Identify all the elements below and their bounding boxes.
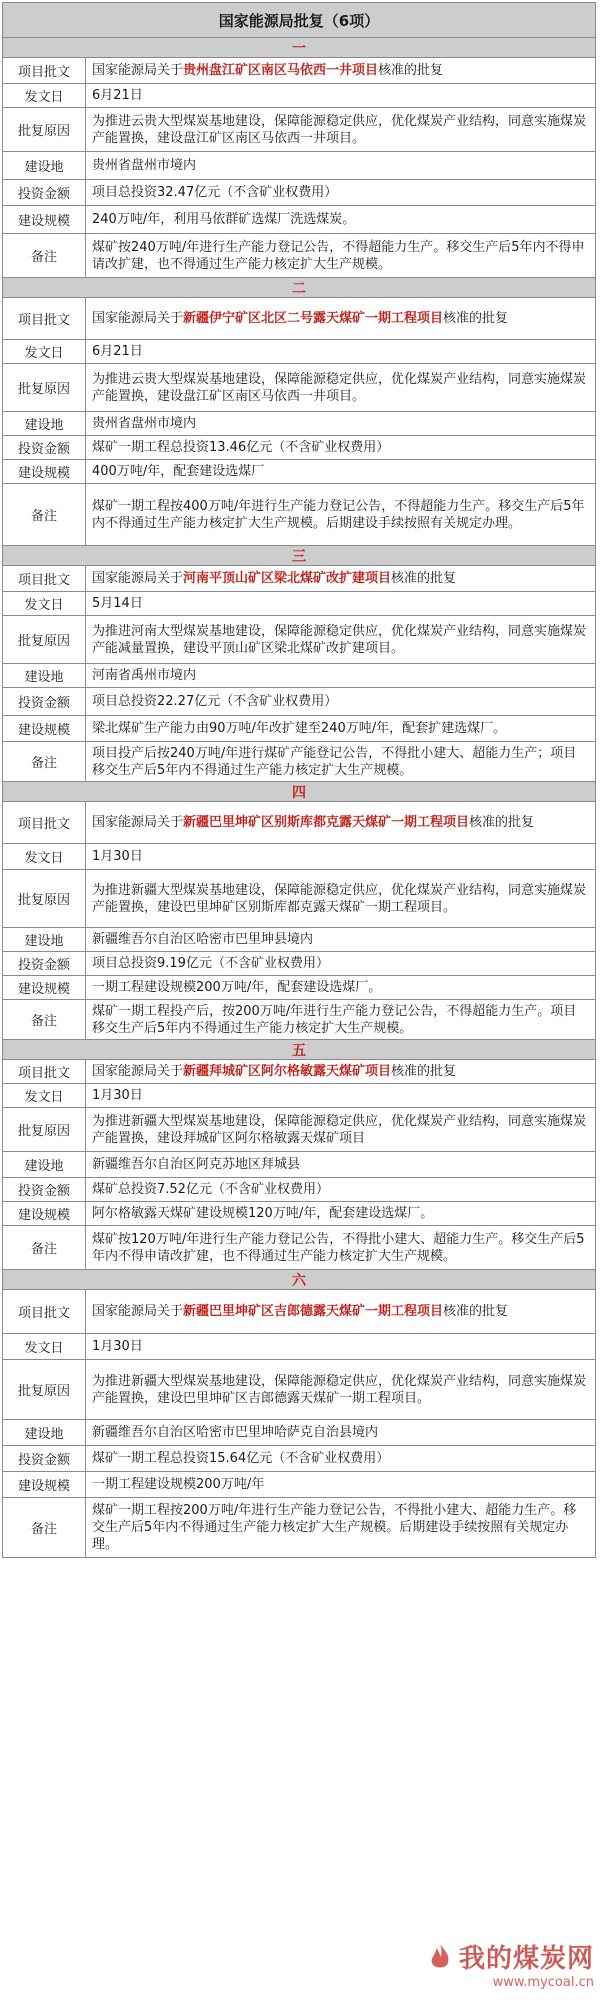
- field-label: 发文日: [3, 844, 86, 869]
- field-label: 批复原因: [3, 1360, 86, 1419]
- field-text: 1月30日: [92, 1339, 143, 1354]
- field-text: 煤矿一期工程总投资15.64亿元（不含矿业权费用）: [92, 1451, 390, 1466]
- field-label: 项目批文: [3, 298, 86, 339]
- field-value: [86, 1446, 595, 1471]
- row-construction-site: [2, 1420, 596, 1446]
- project-prefix: 国家能源局关于: [92, 815, 184, 830]
- field-text: 6月21日: [92, 88, 143, 103]
- field-label: 投资金额: [3, 688, 86, 715]
- field-label: 项目批文: [3, 566, 86, 591]
- field-value: [86, 976, 595, 999]
- row-project-approval: [2, 802, 596, 844]
- field-value: [86, 844, 595, 869]
- field-text: 项目总投资32.47亿元（不含矿业权费用）: [92, 185, 338, 200]
- field-text: 240万吨/年，利用马依群矿选煤厂洗选煤炭。: [92, 212, 356, 227]
- field-label: 项目批文: [3, 802, 86, 843]
- row-remarks: [2, 1498, 596, 1558]
- project-suffix: 核准的批复: [391, 571, 457, 586]
- row-issue-date: [2, 1084, 596, 1108]
- row-approval-reason: [2, 108, 596, 152]
- row-remarks: [2, 1226, 596, 1270]
- field-text: 为推进新疆大型煤炭基地建设，保障能源稳定供应，优化煤炭产业结构，同意实施煤炭产能置换，建设巴里坤矿区吉郎德露天煤矿一期工程项目。: [92, 1373, 587, 1406]
- field-label: 发文日: [3, 340, 86, 363]
- field-label: 投资金额: [3, 952, 86, 975]
- field-value: [86, 664, 595, 687]
- row-issue-date: [2, 340, 596, 364]
- field-label: 投资金额: [3, 1446, 86, 1471]
- field-text: 煤矿一期工程总投资13.46亿元（不含矿业权费用）: [92, 440, 390, 455]
- field-value: [86, 1420, 595, 1445]
- field-value: [86, 1178, 595, 1201]
- row-project-approval: [2, 566, 596, 592]
- field-label: 项目批文: [3, 1290, 86, 1333]
- field-label: 发文日: [3, 592, 86, 615]
- field-value: [86, 108, 595, 151]
- field-text: 1月30日: [92, 1088, 143, 1103]
- field-label: 备注: [3, 1000, 86, 1039]
- row-remarks: [2, 484, 596, 546]
- field-value: [86, 688, 595, 715]
- watermark-url: www.mycoal.cn: [492, 1975, 594, 1990]
- field-value: [86, 742, 595, 781]
- field-text: 煤矿一期工程投产后，按200万吨/年进行生产能力登记公告，不得超能力生产。项目移交生产后5年内不得通过生产能力核定扩大生产规模。: [92, 1003, 577, 1036]
- field-label: 投资金额: [3, 436, 86, 459]
- section-number: 四: [2, 782, 596, 802]
- project-prefix: 国家能源局关于: [92, 1304, 184, 1319]
- watermark: [425, 1938, 594, 1990]
- field-value: [86, 460, 595, 483]
- row-investment-amount: [2, 1446, 596, 1472]
- field-value: [86, 1000, 595, 1039]
- section-number: 五: [2, 1040, 596, 1060]
- field-label: 批复原因: [3, 108, 86, 151]
- field-value: [86, 952, 595, 975]
- field-value: [86, 592, 595, 615]
- row-project-approval: [2, 1290, 596, 1334]
- field-text: 项目总投资9.19亿元（不含矿业权费用）: [92, 956, 329, 971]
- field-label: 建设地: [3, 152, 86, 179]
- approval-table: [2, 2, 596, 1558]
- field-label: 建设规模: [3, 206, 86, 233]
- field-value: [86, 1108, 595, 1151]
- field-text: 项目总投资22.27亿元（不含矿业权费用）: [92, 694, 338, 709]
- field-label: 建设规模: [3, 976, 86, 999]
- row-construction-scale: [2, 1202, 596, 1226]
- field-value: [86, 84, 595, 107]
- row-approval-reason: [2, 616, 596, 664]
- field-label: 项目批文: [3, 1060, 86, 1083]
- row-construction-site: [2, 152, 596, 180]
- watermark-logo: [425, 1938, 594, 1975]
- field-label: 发文日: [3, 1084, 86, 1107]
- field-text: 400万吨/年，配套建设选煤厂: [92, 464, 265, 479]
- project-name: 新疆伊宁矿区北区二号露天煤矿一期工程项目: [183, 311, 444, 326]
- field-value: [86, 1498, 595, 1557]
- field-label: 投资金额: [3, 180, 86, 205]
- field-value: [86, 180, 595, 205]
- row-approval-reason: [2, 1108, 596, 1152]
- field-value: [86, 928, 595, 951]
- field-text: 煤矿按120万吨/年进行生产能力登记公告，不得批小建大、超能力生产。移交生产后5年内不得申请改扩建，也不得通过生产能力核定扩大生产规模。: [92, 1231, 585, 1264]
- row-remarks: [2, 234, 596, 278]
- field-text: 为推进河南大型煤炭基地建设，保障能源稳定供应，优化煤炭产业结构，同意实施煤炭产能减量置换，建设平顶山矿区梁北煤矿改扩建项目。: [92, 623, 587, 656]
- row-construction-scale: [2, 206, 596, 234]
- row-construction-scale: [2, 1472, 596, 1498]
- watermark-title: 我的煤炭网: [458, 1944, 594, 1974]
- project-name: 新疆拜城矿区阿尔格敏露天煤矿项目: [183, 1064, 392, 1079]
- field-text: 煤矿一期工程按200万吨/年进行生产能力登记公告，不得批小建大、超能力生产。移交生产后5年内不得通过生产能力核定扩大生产规模。后期建设手续按照有关规定办理。: [92, 1503, 577, 1552]
- row-construction-site: [2, 664, 596, 688]
- field-value: [86, 1334, 595, 1359]
- field-text: 河南省禹州市境内: [92, 668, 197, 683]
- field-text: 6月21日: [92, 344, 143, 359]
- field-value: [86, 1290, 595, 1333]
- field-value: [86, 1152, 595, 1177]
- row-remarks: [2, 1000, 596, 1040]
- field-value: [86, 870, 595, 927]
- section-number: 三: [2, 546, 596, 566]
- project-suffix: 核准的批复: [443, 311, 509, 326]
- field-text: 新疆维吾尔自治区哈密市巴里坤哈萨克自治县境内: [92, 1425, 379, 1440]
- field-label: 建设规模: [3, 1202, 86, 1225]
- field-text: 新疆维吾尔自治区阿克苏地区拜城县: [92, 1157, 301, 1172]
- field-label: 发文日: [3, 1334, 86, 1359]
- section-number: 六: [2, 1270, 596, 1290]
- section-number: 一: [2, 38, 596, 58]
- field-text: 为推进云贵大型煤炭基地建设，保障能源稳定供应，优化煤炭产业结构，同意实施煤炭产能置换，建设盘江矿区南区马依西一井项目。: [92, 371, 587, 404]
- field-label: 备注: [3, 1226, 86, 1269]
- row-project-approval: [2, 58, 596, 84]
- field-label: 建设地: [3, 1420, 86, 1445]
- field-label: 投资金额: [3, 1178, 86, 1201]
- field-value: [86, 1202, 595, 1225]
- field-text: 为推进新疆大型煤炭基地建设，保障能源稳定供应，优化煤炭产业结构，同意实施煤炭产能置换，建设巴里坤矿区别斯库都克露天煤矿一期工程项目。: [92, 882, 587, 915]
- project-suffix: 核准的批复: [469, 815, 535, 830]
- field-value: [86, 484, 595, 545]
- field-label: 建设地: [3, 664, 86, 687]
- project-name: 河南平顶山矿区梁北煤矿改扩建项目: [183, 571, 392, 586]
- row-issue-date: [2, 84, 596, 108]
- project-name: 新疆巴里坤矿区别斯库都克露天煤矿一期工程项目: [183, 815, 470, 830]
- field-text: 煤矿一期工程按400万吨/年进行生产能力登记公告，不得超能力生产。移交生产后5年内不得通过生产能力核定扩大生产规模。后期建设手续按照有关规定办理。: [92, 498, 585, 531]
- field-label: 备注: [3, 742, 86, 781]
- project-name: 贵州盘江矿区南区马依西一井项目: [183, 63, 379, 78]
- row-remarks: [2, 742, 596, 782]
- row-investment-amount: [2, 688, 596, 716]
- flame-logo-icon: [425, 1942, 455, 1972]
- field-text: 煤矿按240万吨/年进行生产能力登记公告，不得超能力生产。移交生产后5年内不得申请改扩建，也不得通过生产能力核定扩大生产规模。: [92, 239, 585, 272]
- row-approval-reason: [2, 364, 596, 412]
- row-investment-amount: [2, 1178, 596, 1202]
- field-value: [86, 340, 595, 363]
- field-label: 批复原因: [3, 616, 86, 663]
- field-text: 1月30日: [92, 849, 143, 864]
- field-value: [86, 1226, 595, 1269]
- field-label: 建设规模: [3, 1472, 86, 1497]
- row-approval-reason: [2, 870, 596, 928]
- project-name: 新疆巴里坤矿区吉郎德露天煤矿一期工程项目: [183, 1304, 444, 1319]
- field-text: 为推进云贵大型煤炭基地建设，保障能源稳定供应，优化煤炭产业结构，同意实施煤炭产能置换，建设盘江矿区南区马依西一井项目。: [92, 113, 587, 146]
- project-prefix: 国家能源局关于: [92, 311, 184, 326]
- field-value: [86, 364, 595, 411]
- field-value: [86, 802, 595, 843]
- field-text: 梁北煤矿生产能力由90万吨/年改扩建至240万吨/年，配套扩建选煤厂。: [92, 721, 507, 736]
- field-label: 发文日: [3, 84, 86, 107]
- section-number: 二: [2, 278, 596, 298]
- field-label: 建设规模: [3, 716, 86, 741]
- project-suffix: 核准的批复: [378, 63, 444, 78]
- row-issue-date: [2, 592, 596, 616]
- field-label: 建设地: [3, 412, 86, 435]
- field-text: 一期工程建设规模200万吨/年，配套建设选煤厂。: [92, 980, 382, 995]
- project-prefix: 国家能源局关于: [92, 571, 184, 586]
- field-label: 备注: [3, 1498, 86, 1557]
- field-value: [86, 152, 595, 179]
- field-text: 5月14日: [92, 596, 143, 611]
- row-issue-date: [2, 844, 596, 870]
- row-project-approval: [2, 1060, 596, 1084]
- field-text: 阿尔格敏露天煤矿建设规模120万吨/年，配套建设选煤厂。: [92, 1206, 434, 1221]
- project-prefix: 国家能源局关于: [92, 1064, 184, 1079]
- row-construction-site: [2, 412, 596, 436]
- field-text: 贵州省盘州市境内: [92, 416, 197, 431]
- field-text: 贵州省盘州市境内: [92, 158, 197, 173]
- project-suffix: 核准的批复: [443, 1304, 509, 1319]
- row-construction-site: [2, 928, 596, 952]
- field-text: 新疆维吾尔自治区哈密市巴里坤县境内: [92, 932, 314, 947]
- field-label: 建设地: [3, 928, 86, 951]
- field-value: [86, 58, 595, 83]
- field-label: 备注: [3, 234, 86, 277]
- row-project-approval: [2, 298, 596, 340]
- field-text: 为推进新疆大型煤炭基地建设，保障能源稳定供应，优化煤炭产业结构，同意实施煤炭产能置换，建设拜城矿区阿尔格敏露天煤矿项目: [92, 1113, 587, 1146]
- field-value: [86, 298, 595, 339]
- row-issue-date: [2, 1334, 596, 1360]
- field-value: [86, 616, 595, 663]
- field-text: 一期工程建设规模200万吨/年: [92, 1477, 265, 1492]
- row-investment-amount: [2, 436, 596, 460]
- row-construction-scale: [2, 460, 596, 484]
- field-value: [86, 436, 595, 459]
- field-value: [86, 412, 595, 435]
- field-text: 项目投产后按240万吨/年进行煤矿产能登记公告，不得批小建大、超能力生产；项目移交生产后5年内不得通过生产能力核定扩大生产规模。: [92, 745, 577, 778]
- field-value: [86, 234, 595, 277]
- field-label: 批复原因: [3, 1108, 86, 1151]
- field-label: 批复原因: [3, 870, 86, 927]
- row-investment-amount: [2, 180, 596, 206]
- field-label: 批复原因: [3, 364, 86, 411]
- row-construction-site: [2, 1152, 596, 1178]
- field-value: [86, 206, 595, 233]
- project-suffix: 核准的批复: [391, 1064, 457, 1079]
- field-value: [86, 716, 595, 741]
- row-investment-amount: [2, 952, 596, 976]
- row-approval-reason: [2, 1360, 596, 1420]
- field-value: [86, 566, 595, 591]
- field-label: 建设规模: [3, 460, 86, 483]
- field-value: [86, 1472, 595, 1497]
- row-construction-scale: [2, 716, 596, 742]
- field-label: 项目批文: [3, 58, 86, 83]
- field-label: 建设地: [3, 1152, 86, 1177]
- field-text: 煤矿总投资7.52亿元（不含矿业权费用）: [92, 1182, 329, 1197]
- project-prefix: 国家能源局关于: [92, 63, 184, 78]
- field-value: [86, 1360, 595, 1419]
- field-value: [86, 1060, 595, 1083]
- field-value: [86, 1084, 595, 1107]
- field-label: 备注: [3, 484, 86, 545]
- table-title: 国家能源局批复（6项）: [2, 2, 596, 38]
- row-construction-scale: [2, 976, 596, 1000]
